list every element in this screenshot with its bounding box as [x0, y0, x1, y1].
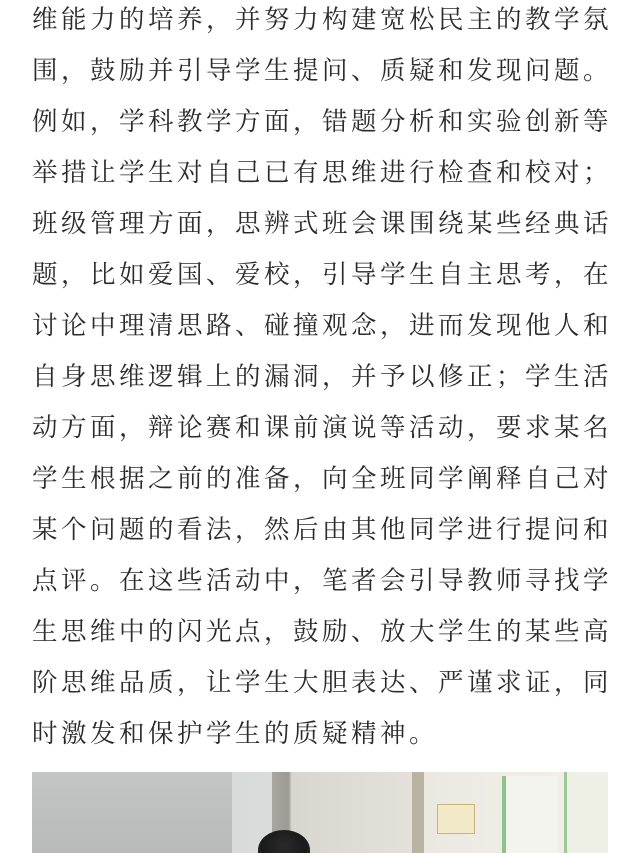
- paragraph-line: 讨论中理清思路、碰撞观念，进而发现他人和: [32, 311, 613, 341]
- paragraph-line: 例如，学科教学方面，错题分析和实验创新等: [32, 107, 613, 137]
- paragraph-line: 点评。在这些活动中，笔者会引导教师寻找学: [32, 566, 613, 596]
- photo-poster: [502, 776, 558, 853]
- paragraph-line: 动方面，辩论赛和课前演说等活动，要求某名: [32, 413, 613, 443]
- paragraph-line: 阶思维品质，让学生大胆表达、严谨求证，同: [32, 668, 613, 698]
- photo-poster: [564, 772, 607, 853]
- paragraph-line: 时激发和保护学生的质疑精神。: [32, 719, 439, 749]
- paragraph-line: 生思维中的闪光点，鼓励、放大学生的某些高: [32, 617, 613, 647]
- paragraph-line: 围，鼓励并引导学生提问、质疑和发现问题。: [32, 56, 613, 86]
- photo-wall-sign: [437, 804, 475, 834]
- paragraph-line: 学生根据之前的准备，向全班同学阐释自己对: [32, 464, 613, 494]
- photo-door-frame: [412, 772, 424, 853]
- paragraph-line: 题，比如爱国、爱校，引导学生自主思考，在: [32, 260, 613, 290]
- paragraph-line: 维能力的培养，并努力构建宽松民主的教学氛: [32, 5, 613, 35]
- paragraph-line: 自身思维逻辑上的漏洞，并予以修正；学生活: [32, 362, 613, 392]
- paragraph-line: 某个问题的看法，然后由其他同学进行提问和: [32, 515, 613, 545]
- photo-wall: [32, 772, 232, 853]
- article-photo: [32, 772, 608, 853]
- paragraph-line: 班级管理方面，思辨式班会课围绕某些经典话: [32, 209, 613, 239]
- paragraph-line: 举措让学生对自己已有思维进行检查和校对；: [32, 158, 613, 188]
